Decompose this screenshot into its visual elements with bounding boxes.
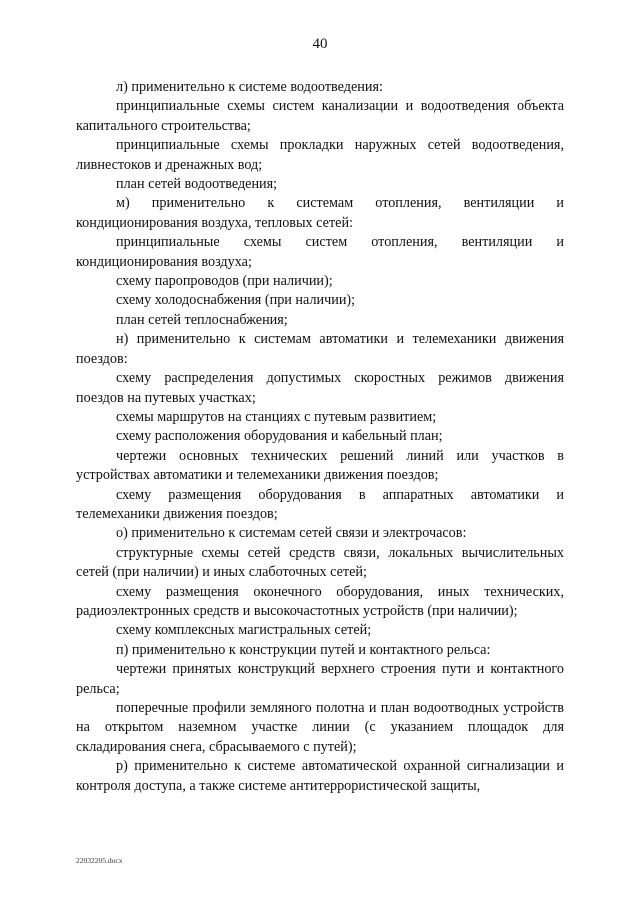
paragraph: схему размещения оконечного оборудования, иных технических, радиоэлектронных средств и высокочастотных устройств (при наличии);	[76, 583, 564, 619]
page-number: 40	[312, 36, 328, 52]
paragraph: план сетей теплоснабжения;	[116, 311, 288, 328]
paragraph: принципиальные схемы систем канализации и водоотведения объекта капитального строительства;	[76, 98, 564, 134]
paragraph: поперечные профили земляного полотна и план водоотводных устройств на открытом наземном участке линии (с указанием площадок для складирования снега, сбрасываемого с путей);	[76, 700, 564, 755]
paragraph: схему размещения оборудования в аппаратных автоматики и телемеханики движения поездов;	[76, 486, 564, 522]
paragraph: принципиальные схемы систем отопления, вентиляции и кондиционирования воздуха;	[76, 234, 564, 270]
paragraph-r-heading: р) применительно к системе автоматической охранной сигнализации и контроля доступа, а также системе антитеррористической защиты,	[76, 758, 564, 794]
paragraph-m-heading: м) применительно к системам отопления, вентиляции и кондиционирования воздуха, тепловых сетей:	[76, 195, 564, 231]
paragraph-o-heading: о) применительно к системам сетей связи и электрочасов:	[116, 525, 467, 542]
paragraph: структурные схемы сетей средств связи, локальных вычислительных сетей (при наличии) и иных слаботочных сетей;	[76, 544, 564, 581]
paragraph: схему комплексных магистральных сетей;	[116, 622, 372, 639]
paragraph-l-heading: л) применительно к системе водоотведения:	[116, 79, 383, 95]
paragraph: план сетей водоотведения;	[116, 176, 278, 193]
paragraph: схему распределения допустимых скоростных режимов движения поездов на путевых участках;	[76, 370, 564, 406]
paragraph-n-heading: н) применительно к системам автоматики и телемеханики движения поездов:	[76, 331, 564, 367]
paragraph: схемы маршрутов на станциях с путевым развитием;	[116, 408, 437, 425]
paragraph: чертежи принятых конструкций верхнего строения пути и контактного рельса;	[76, 661, 564, 697]
paragraph: схему паропроводов (при наличии);	[116, 273, 333, 290]
paragraph: схему холодоснабжения (при наличии);	[116, 292, 356, 309]
paragraph: схему расположения оборудования и кабельный план;	[116, 428, 443, 445]
paragraph: принципиальные схемы прокладки наружных сетей водоотведения, ливнестоков и дренажных вод;	[76, 137, 564, 173]
footer-filename: 22032205.docx	[76, 856, 123, 865]
paragraph: чертежи основных технических решений линий или участков в устройствах автоматики и телемеханики движения поездов;	[76, 447, 564, 484]
document-body	[76, 78, 564, 796]
paragraph-p-heading: п) применительно к конструкции путей и контактного рельса:	[116, 641, 491, 658]
